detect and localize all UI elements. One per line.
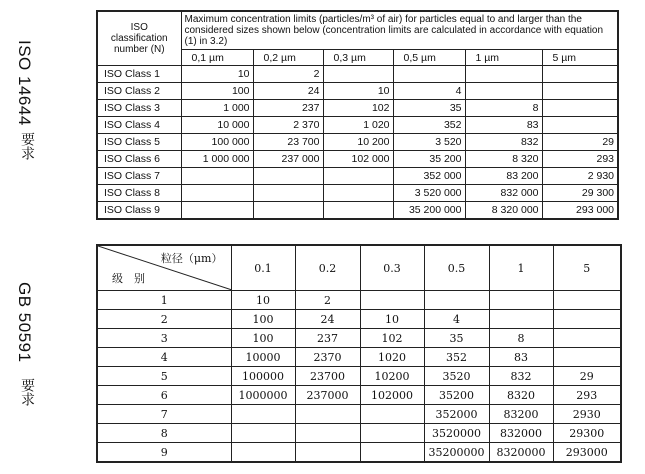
iso-class-cell: ISO Class 8 bbox=[97, 185, 181, 202]
gb-table-row bbox=[97, 443, 621, 463]
gb-value-cell: 100 bbox=[231, 310, 295, 329]
gb-value-cell: 4 bbox=[424, 310, 489, 329]
iso-value-cell: 2 370 bbox=[253, 117, 323, 134]
gb-class-cell: 5 bbox=[97, 367, 231, 386]
iso-value-cell: 102 bbox=[323, 100, 393, 117]
gb-value-cell: 2370 bbox=[295, 348, 360, 367]
gb-class-cell: 1 bbox=[97, 291, 231, 310]
iso-value-cell: 293 000 bbox=[542, 202, 618, 220]
gb-value-cell bbox=[295, 424, 360, 443]
gb-table-row bbox=[97, 367, 621, 386]
iso-value-cell: 35 bbox=[393, 100, 465, 117]
iso-class-cell: ISO Class 3 bbox=[97, 100, 181, 117]
iso-value-cell: 293 bbox=[542, 151, 618, 168]
iso-value-cell: 1 000 000 bbox=[181, 151, 253, 168]
iso-table-row bbox=[97, 202, 618, 220]
gb-value-cell: 1000000 bbox=[231, 386, 295, 405]
gb-value-cell: 8320000 bbox=[489, 443, 553, 463]
gb-value-cell: 10000 bbox=[231, 348, 295, 367]
gb-value-cell: 3520 bbox=[424, 367, 489, 386]
gb-value-cell: 100 bbox=[231, 329, 295, 348]
iso-value-cell: 8 320 bbox=[465, 151, 542, 168]
gb-corner-header bbox=[97, 245, 231, 291]
iso-value-cell: 10 bbox=[181, 66, 253, 83]
iso-value-cell: 10 000 bbox=[181, 117, 253, 134]
gb-size-header: 5 bbox=[553, 245, 621, 291]
gb-table-row bbox=[97, 424, 621, 443]
iso-size-header: 5 µm bbox=[542, 50, 618, 66]
iso-value-cell: 29 bbox=[542, 134, 618, 151]
iso-class-table bbox=[96, 10, 619, 220]
iso-value-cell: 10 200 bbox=[323, 134, 393, 151]
iso-value-cell bbox=[323, 66, 393, 83]
iso-size-header: 0,1 µm bbox=[181, 50, 253, 66]
iso-value-cell: 3 520 000 bbox=[393, 185, 465, 202]
iso-value-cell bbox=[181, 202, 253, 220]
gb-table-row bbox=[97, 405, 621, 424]
iso-side-label bbox=[14, 40, 44, 190]
iso-requirement-label: 要求 bbox=[19, 132, 35, 160]
gb-value-cell bbox=[360, 443, 424, 463]
iso-value-cell: 8 bbox=[465, 100, 542, 117]
gb-value-cell bbox=[553, 291, 621, 310]
iso-standard-label: ISO 14644 bbox=[15, 40, 34, 126]
iso-value-cell: 100 bbox=[181, 83, 253, 100]
gb-table-row bbox=[97, 310, 621, 329]
iso-value-cell: 24 bbox=[253, 83, 323, 100]
iso-value-cell: 35 200 bbox=[393, 151, 465, 168]
iso-table-row bbox=[97, 83, 618, 100]
gb-value-cell: 35200 bbox=[424, 386, 489, 405]
iso-value-cell bbox=[323, 202, 393, 220]
iso-value-cell bbox=[181, 185, 253, 202]
iso-class-cell: ISO Class 4 bbox=[97, 117, 181, 134]
gb-class-cell: 7 bbox=[97, 405, 231, 424]
gb-value-cell: 293 bbox=[553, 386, 621, 405]
iso-value-cell bbox=[253, 168, 323, 185]
iso-class-cell: ISO Class 5 bbox=[97, 134, 181, 151]
iso-value-cell: 352 bbox=[393, 117, 465, 134]
iso-value-cell: 8 320 000 bbox=[465, 202, 542, 220]
iso-class-cell: ISO Class 6 bbox=[97, 151, 181, 168]
gb-value-cell bbox=[424, 291, 489, 310]
gb-value-cell bbox=[295, 443, 360, 463]
iso-value-cell bbox=[323, 185, 393, 202]
iso-value-cell bbox=[393, 66, 465, 83]
gb-value-cell: 237 bbox=[295, 329, 360, 348]
gb-value-cell: 29 bbox=[553, 367, 621, 386]
gb-value-cell: 35 bbox=[424, 329, 489, 348]
gb-value-cell bbox=[553, 348, 621, 367]
iso-size-header: 0,2 µm bbox=[253, 50, 323, 66]
gb-value-cell: 1020 bbox=[360, 348, 424, 367]
iso-value-cell bbox=[542, 100, 618, 117]
gb-value-cell bbox=[295, 405, 360, 424]
gb-value-cell bbox=[360, 405, 424, 424]
iso-table-row bbox=[97, 185, 618, 202]
iso-value-cell: 352 000 bbox=[393, 168, 465, 185]
gb-requirement-label: 要求 bbox=[19, 378, 35, 406]
gb-standard-label: GB 50591 bbox=[15, 282, 34, 363]
iso-size-header: 0,5 µm bbox=[393, 50, 465, 66]
gb-corner-level-label: 级 别 bbox=[112, 272, 145, 285]
gb-value-cell bbox=[231, 443, 295, 463]
gb-value-cell: 352000 bbox=[424, 405, 489, 424]
gb-value-cell: 35200000 bbox=[424, 443, 489, 463]
gb-value-cell: 10200 bbox=[360, 367, 424, 386]
gb-size-header: 0.1 bbox=[231, 245, 295, 291]
gb-value-cell: 3520000 bbox=[424, 424, 489, 443]
iso-value-cell: 23 700 bbox=[253, 134, 323, 151]
gb-value-cell: 8320 bbox=[489, 386, 553, 405]
gb-side-label bbox=[14, 282, 44, 432]
gb-class-cell: 2 bbox=[97, 310, 231, 329]
gb-value-cell: 293000 bbox=[553, 443, 621, 463]
iso-value-cell: 2 bbox=[253, 66, 323, 83]
iso-size-header: 0,3 µm bbox=[323, 50, 393, 66]
iso-value-cell bbox=[323, 168, 393, 185]
gb-value-cell: 29300 bbox=[553, 424, 621, 443]
gb-value-cell: 10 bbox=[231, 291, 295, 310]
iso-value-cell: 237 bbox=[253, 100, 323, 117]
iso-corner-header: ISO classification number (N) bbox=[97, 11, 181, 66]
iso-value-cell: 10 bbox=[323, 83, 393, 100]
iso-class-cell: ISO Class 7 bbox=[97, 168, 181, 185]
gb-class-cell: 6 bbox=[97, 386, 231, 405]
gb-value-cell bbox=[360, 424, 424, 443]
gb-value-cell: 2 bbox=[295, 291, 360, 310]
iso-value-cell: 4 bbox=[393, 83, 465, 100]
gb-value-cell: 832 bbox=[489, 367, 553, 386]
iso-value-cell: 237 000 bbox=[253, 151, 323, 168]
iso-value-cell: 2 930 bbox=[542, 168, 618, 185]
gb-value-cell: 2930 bbox=[553, 405, 621, 424]
iso-class-cell: ISO Class 1 bbox=[97, 66, 181, 83]
iso-value-cell: 29 300 bbox=[542, 185, 618, 202]
iso-value-cell bbox=[542, 83, 618, 100]
gb-value-cell bbox=[553, 310, 621, 329]
gb-value-cell bbox=[553, 329, 621, 348]
gb-value-cell bbox=[231, 405, 295, 424]
iso-value-cell: 832 bbox=[465, 134, 542, 151]
iso-value-cell: 83 200 bbox=[465, 168, 542, 185]
iso-table-row bbox=[97, 66, 618, 83]
iso-class-cell: ISO Class 2 bbox=[97, 83, 181, 100]
gb-size-header: 0.2 bbox=[295, 245, 360, 291]
iso-value-cell: 832 000 bbox=[465, 185, 542, 202]
gb-value-cell: 83 bbox=[489, 348, 553, 367]
iso-value-cell bbox=[253, 185, 323, 202]
gb-value-cell: 23700 bbox=[295, 367, 360, 386]
iso-table-row bbox=[97, 168, 618, 185]
iso-value-cell: 100 000 bbox=[181, 134, 253, 151]
gb-table-row bbox=[97, 348, 621, 367]
iso-value-cell bbox=[542, 117, 618, 134]
iso-value-cell: 83 bbox=[465, 117, 542, 134]
iso-table-row bbox=[97, 134, 618, 151]
gb-class-cell: 3 bbox=[97, 329, 231, 348]
gb-value-cell: 102000 bbox=[360, 386, 424, 405]
gb-table-row bbox=[97, 386, 621, 405]
gb-value-cell: 832000 bbox=[489, 424, 553, 443]
gb-value-cell: 24 bbox=[295, 310, 360, 329]
iso-table-row bbox=[97, 100, 618, 117]
iso-value-cell bbox=[465, 66, 542, 83]
gb-size-header: 0.3 bbox=[360, 245, 424, 291]
gb-value-cell: 83200 bbox=[489, 405, 553, 424]
gb-corner-size-label: 粒径（μm） bbox=[160, 252, 223, 265]
iso-value-cell: 1 020 bbox=[323, 117, 393, 134]
gb-value-cell bbox=[231, 424, 295, 443]
gb-table-row bbox=[97, 329, 621, 348]
gb-value-cell bbox=[489, 291, 553, 310]
gb-class-table bbox=[96, 244, 622, 463]
gb-value-cell: 8 bbox=[489, 329, 553, 348]
gb-table-row bbox=[97, 291, 621, 310]
iso-size-header: 1 µm bbox=[465, 50, 542, 66]
gb-class-cell: 8 bbox=[97, 424, 231, 443]
iso-value-cell: 102 000 bbox=[323, 151, 393, 168]
iso-value-cell bbox=[253, 202, 323, 220]
gb-value-cell bbox=[360, 291, 424, 310]
iso-value-cell: 1 000 bbox=[181, 100, 253, 117]
iso-value-cell bbox=[465, 83, 542, 100]
gb-class-cell: 9 bbox=[97, 443, 231, 463]
gb-value-cell: 10 bbox=[360, 310, 424, 329]
iso-value-cell bbox=[542, 66, 618, 83]
gb-size-header: 0.5 bbox=[424, 245, 489, 291]
iso-class-cell: ISO Class 9 bbox=[97, 202, 181, 220]
iso-table-row bbox=[97, 117, 618, 134]
iso-value-cell: 3 520 bbox=[393, 134, 465, 151]
iso-value-cell bbox=[181, 168, 253, 185]
iso-table-row bbox=[97, 151, 618, 168]
gb-size-header: 1 bbox=[489, 245, 553, 291]
gb-value-cell: 100000 bbox=[231, 367, 295, 386]
iso-description-header: Maximum concentration limits (particles/m³ of air) for particles equal to and larger than the considered sizes shown below (concentration limits are calculated in accordance with equation (1) in 3.2) bbox=[181, 11, 618, 50]
iso-value-cell: 35 200 000 bbox=[393, 202, 465, 220]
gb-value-cell bbox=[489, 310, 553, 329]
gb-value-cell: 102 bbox=[360, 329, 424, 348]
gb-value-cell: 237000 bbox=[295, 386, 360, 405]
gb-class-cell: 4 bbox=[97, 348, 231, 367]
gb-value-cell: 352 bbox=[424, 348, 489, 367]
